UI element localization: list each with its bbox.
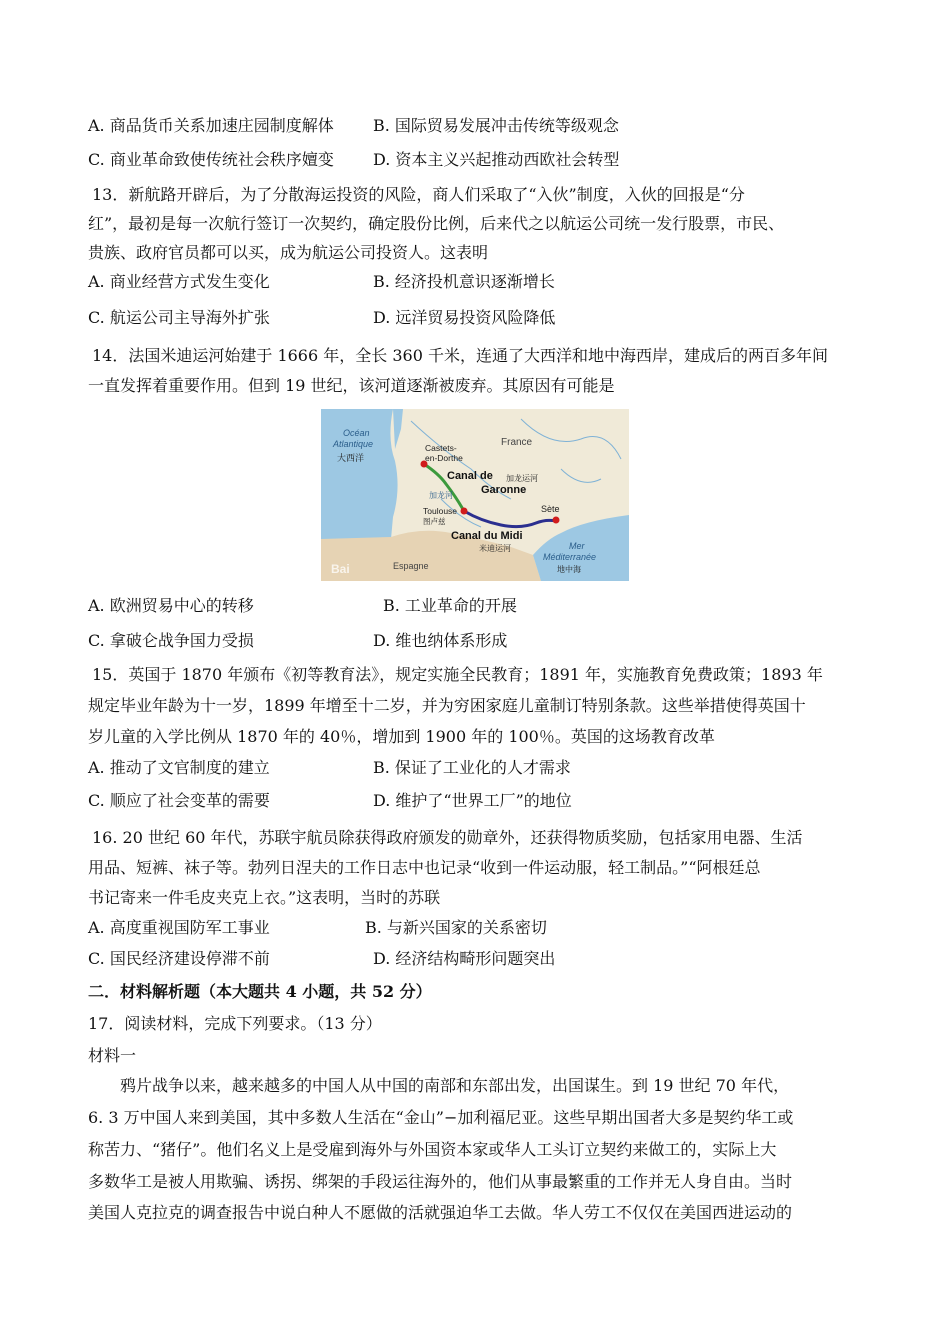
q14-option-c: C. 拿破仑战争国力受损 <box>88 631 254 650</box>
sete-dot <box>553 517 560 524</box>
toulouse-label-cn: 图卢兹 <box>423 517 446 526</box>
q13-stem-line: 13．新航路开辟后，为了分散海运投资的风险，商人们采取了“入伙”制度，入伙的回报是“分 <box>92 185 745 204</box>
mer-label-cn: 地中海 <box>557 565 581 574</box>
q16-stem-line: 16. 20 世纪 60 年代，苏联宇航员除获得政府颁发的勋章外，还获得物质奖励，包括家用电器、生活 <box>92 828 803 847</box>
q17-title: 17．阅读材料，完成下列要求。（13 分） <box>88 1014 382 1033</box>
q14-option-b: B. 工业革命的开展 <box>383 596 517 615</box>
section-heading: 二．材料解析题（本大题共 4 小题，共 52 分） <box>88 982 432 1001</box>
midi-label-cn: 米迪运河 <box>479 544 511 553</box>
q15-option-c: C. 顺应了社会变革的需要 <box>88 791 270 810</box>
q13-stem-line: 贵族、政府官员都可以买，成为航运公司投资人。这表明 <box>88 243 489 262</box>
q13-option-a: A. 商业经营方式发生变化 <box>88 272 270 291</box>
garonne-label: Canal de <box>447 470 493 482</box>
q13-option-b: B. 经济投机意识逐渐增长 <box>373 272 555 291</box>
material-line: 美国人克拉克的调查报告中说白种人不愿做的活就强迫华工去做。华人劳工不仅仅在美国西进运动的 <box>88 1203 793 1222</box>
ocean-label-cn: 大西洋 <box>337 453 365 463</box>
q16-stem-line: 书记寄来一件毛皮夹克上衣。”这表明，当时的苏联 <box>88 888 441 907</box>
q16-option-a: A. 高度重视国防军工事业 <box>88 918 270 937</box>
material-line: 称苦力、“猪仔”。他们名义上是受雇到海外与外国资本家或华人工头订立契约来做工的，实际上大 <box>88 1140 777 1159</box>
q16-option-b: B. 与新兴国家的关系密切 <box>365 918 547 937</box>
q16-option-c: C. 国民经济建设停滞不前 <box>88 949 270 968</box>
toulouse-dot <box>461 508 468 515</box>
q13-stem-line: 红”，最初是每一次航行签订一次契约，确定股份比例，后来代之以航运公司统一发行股票，市民、 <box>88 214 785 233</box>
material-label: 材料一 <box>88 1046 137 1065</box>
q12-option-a: A. 商品货币关系加速庄园制度解体 <box>88 116 334 135</box>
castets-label: en-Dorthe <box>425 453 463 463</box>
q16-stem-line: 用品、短裤、袜子等。勃列日涅夫的工作日志中也记录“收到一件运动服，轻工制品。”“阿根廷总 <box>88 858 761 877</box>
q15-option-d: D. 维护了“世界工厂”的地位 <box>373 791 572 810</box>
q15-option-b: B. 保证了工业化的人才需求 <box>373 758 571 777</box>
q12-option-c: C. 商业革命致使传统社会秩序嬗变 <box>88 150 334 169</box>
q12-option-d: D. 资本主义兴起推动西欧社会转型 <box>373 150 620 169</box>
q13-option-d: D. 远洋贸易投资风险降低 <box>373 308 556 327</box>
q12-option-b: B. 国际贸易发展冲击传统等级观念 <box>373 116 619 135</box>
q14-stem-line: 一直发挥着重要作用。但到 19 世纪，该河道逐渐被废弃。其原因有可能是 <box>88 376 615 395</box>
q14-option-a: A. 欧洲贸易中心的转移 <box>88 596 254 615</box>
ocean-label: Océan <box>343 428 370 438</box>
material-line: 多数华工是被人用欺骗、诱拐、绑架的手段运往海外的，他们从事最繁重的工作并无人身自由。当时 <box>88 1172 793 1191</box>
mer-label: Mer <box>569 541 585 551</box>
river-label-cn: 加龙河 <box>429 491 453 500</box>
sete-label: Sète <box>541 504 560 514</box>
garonne-label: Garonne <box>481 484 527 496</box>
castets-label: Castets- <box>425 443 457 453</box>
espagne-label: Espagne <box>393 561 429 571</box>
q15-stem-line: 规定毕业年龄为十一岁，1899 年增至十二岁，并为穷困家庭儿童制订特别条款。这些举措使得英国十 <box>88 696 806 715</box>
q15-option-a: A. 推动了文官制度的建立 <box>88 758 270 777</box>
ocean-label: Atlantique <box>333 439 374 449</box>
france-label: France <box>501 437 533 448</box>
midi-label: Canal du Midi <box>451 530 523 542</box>
garonne-label-cn: 加龙运河 <box>506 474 538 483</box>
q14-stem-line: 14．法国米迪运河始建于 1666 年，全长 360 千米，连通了大西洋和地中海西岸，建成后的两百多年间 <box>92 346 828 365</box>
q13-option-c: C. 航运公司主导海外扩张 <box>88 308 270 327</box>
material-line: 鸦片战争以来，越来越多的中国人从中国的南部和东部出发，出国谋生。到 19 世纪 70 年代， <box>120 1076 790 1095</box>
q15-stem-line: 15．英国于 1870 年颁布《初等教育法》，规定实施全民教育；1891 年，实施教育免费政策；1893 年 <box>92 665 823 684</box>
material-line: 6. 3 万中国人来到美国，其中多数人生活在“金山”−加利福尼亚。这些早期出国者大多是契约华工或 <box>88 1108 794 1127</box>
q16-option-d: D. 经济结构畸形问题突出 <box>373 949 556 968</box>
watermark-logo: Bai <box>331 562 350 576</box>
canal-map <box>321 409 629 581</box>
q15-stem-line: 岁儿童的入学比例从 1870 年的 40％，增加到 1900 年的 100％。英国的这场教育改革 <box>88 727 715 746</box>
mer-label: Méditerranée <box>543 552 597 562</box>
q14-option-d: D. 维也纳体系形成 <box>373 631 508 650</box>
toulouse-label: Toulouse <box>423 506 458 516</box>
